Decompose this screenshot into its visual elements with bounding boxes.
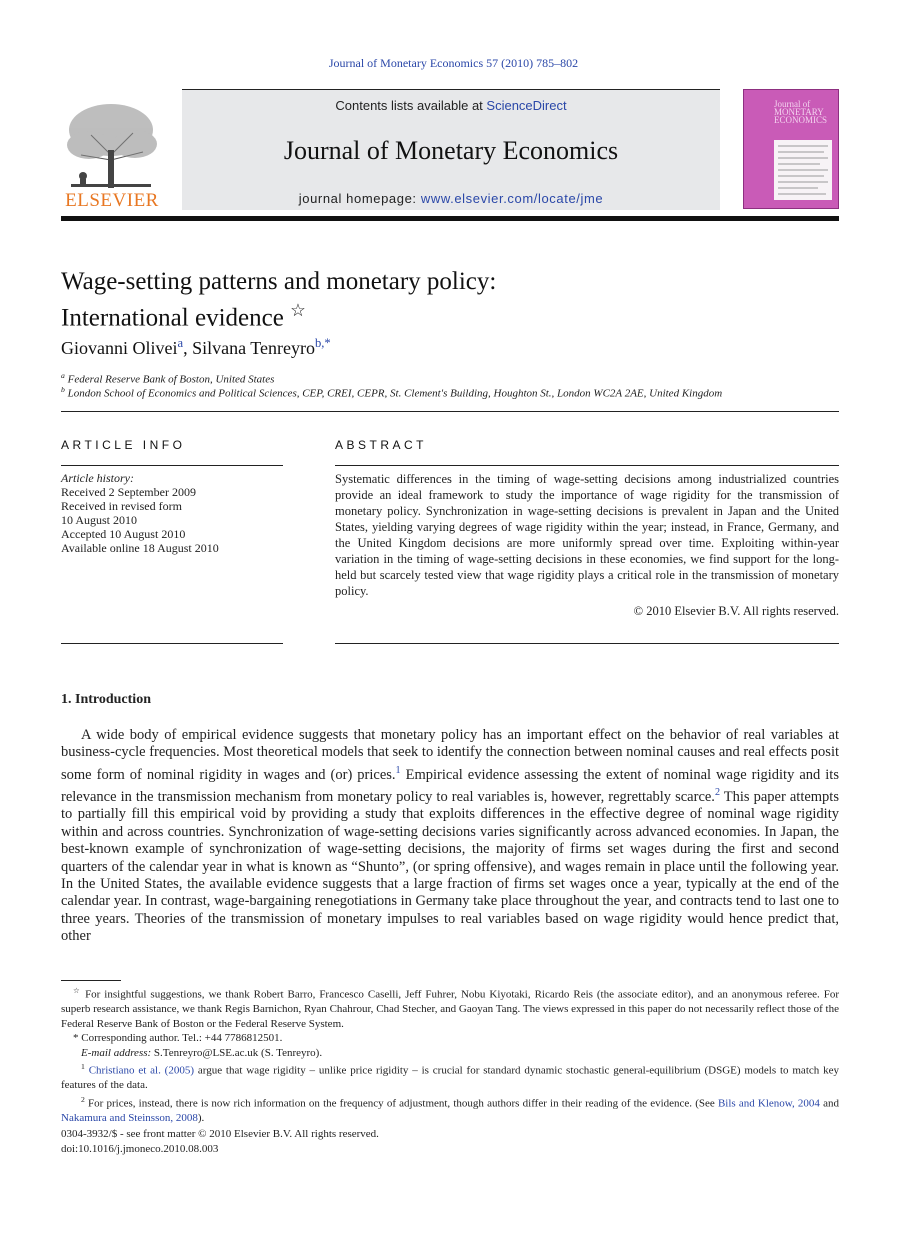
affiliation-link[interactable]: a [177,336,184,350]
homepage-line: journal homepage: www.elsevier.com/locate/jme [298,191,604,206]
cover-contents-block [774,140,832,200]
history-line: Available online 18 August 2010 [61,541,219,555]
email-note: E-mail address: S.Tenreyro@LSE.ac.uk (S. Tenreyro). [81,1046,323,1059]
reference-link[interactable]: Nakamura and Steinsson, 2008 [61,1111,198,1124]
cover-title: Journal of MONETARY ECONOMICS [774,99,828,125]
author-name: Silvana Tenreyro [192,338,315,358]
abstract-rule [335,465,839,466]
front-matter-notice [61,1127,379,1157]
article-info-bottom-rule [61,643,283,644]
abstract-text: Systematic differences in the timing of wage-setting decisions among industrialized countries provide an ideal framework to study the importance of wage rigidity for the transmission of monetary policy. Synchronization in wage-setting decisions is prevalent in Japan and the United States, yielding varying degrees of wage rigidity within the year; instead, in France, Germany, and the United Kingdom decisions are more uniformly spread over time. Exploiting within-year variation in the timing of wage-setting decisions in these economies, we find support for the long-held but scarcely tested view that wage rigidity plays a critical role in the transmission of monetary policy. [335,472,839,598]
doi-line: doi:10.1016/j.jmoneco.2010.08.003 [61,1143,219,1155]
footnote-1: $^1$ Christiano et al. (2005) argue that wage rigidity – unlike price rigidity – is crucial for standard dynamic stochastic general-equilibrium (DSGE) models to match key features of the data. [61,1062,839,1092]
affiliation-a: $^a$ Federal Reserve Bank of Boston, United States [61,371,275,386]
article-info-heading: ARTICLE INFO [61,438,186,452]
reference-link[interactable]: Bils and Klenow, 2004 [717,1097,820,1110]
footnotes [61,984,839,1125]
journal-citation[interactable]: Journal of Monetary Economics 57 (2010) 785–802 [328,56,579,70]
article-title: Wage-setting patterns and monetary policy: International evidence ☆ [61,268,497,332]
sciencedirect-link[interactable]: ScienceDirect [486,98,567,113]
history-line: Accepted 10 August 2010 [61,527,186,541]
affiliation-link[interactable]: b,* [314,336,331,350]
affiliation-b: $^b$ London School of Economics and Political Sciences, CEP, CREI, CEPR, St. Clement's Building, Houghton St., London WC2A 2AE, United Kingdom [61,385,723,400]
section-heading-introduction: 1. Introduction [61,692,151,707]
journal-masthead [182,89,720,210]
copyright-notice: © 2010 Elsevier B.V. All rights reserved. [633,604,839,618]
footnote-2: $^2$ For prices, instead, there is now rich information on the frequency of adjustment, though authors differ in their reading of the evidence. (See Bils and Klenow, 2004 and Nakamura and Steinsson, 2008). [61,1094,839,1124]
footnote-ref-1[interactable]: 1 [395,764,401,776]
abstract-body [335,471,839,619]
history-line: Received in revised form [61,499,182,513]
author-name: Giovanni Olivei [61,338,178,358]
corresponding-author-note: * Corresponding author. Tel.: +44 7786812501. [73,1032,283,1045]
journal-cover-thumbnail [743,89,839,209]
history-line: 10 August 2010 [61,513,138,527]
homepage-link[interactable]: www.elsevier.com/locate/jme [420,191,604,206]
history-line: Received 2 September 2009 [61,485,196,499]
footnote-separator [61,980,121,981]
abstract-heading: ABSTRACT [335,438,428,452]
author-list: Giovanni Olivei$^a$, Silvana Tenreyro$^{b,*}$ [61,336,331,358]
article-history: Article history: Received 2 September 2009 Received in revised form 10 August 2010 Accepted 10 August 2010 Available online 18 August 2010 [61,471,283,555]
article-info-rule [61,465,283,466]
contents-line: Contents lists available at ScienceDirect [335,98,567,113]
reference-link[interactable]: Christiano et al. (2005) [88,1064,194,1077]
acknowledgement-footnote: ☆ For insightful suggestions, we thank Robert Barro, Francesco Caselli, Jeff Fuhrer, Nobu Kiyotaki, Ricardo Reis (the associate editor), and an anonymous referee. For superb research assistance, we thank Regis Barnichon, Ryan Chahrour, Chad Stecher, and Gaoyan Tang. The views expressed in this paper do not necessarily reflect those of the Federal Reserve Bank of Boston or the Federal Reserve System. [61,986,839,1030]
journal-title: Journal of Monetary Economics [283,136,619,165]
title-footnote-mark: ☆ [290,300,306,320]
abstract-bottom-rule [335,643,839,644]
issn-line: 0304-3932/$ - see front matter © 2010 Elsevier B.V. All rights reserved. [61,1128,379,1140]
introduction-paragraph: A wide body of empirical evidence suggests that monetary policy has an important effect on the behavior of real variables at business-cycle frequencies. Most theoretical models that seek to identify the connection between nominal causes and real effects posit some form of nominal rigidity in wages and (or) prices.$^1$ Empirical evidence assessing the extent of nominal wage rigidity and its relevance in the transmission mechanism from monetary policy to real variables is, however, regrettably scarce.$^2$ This paper attempts to partially fill this empirical void by providing a study that exploits differences in the effective degree of nominal wage rigidity within and across countries. Synchronization of wage-setting decisions varies significantly across advanced economies. In Japan, the best-known example of synchronization of wage-setting decisions, the majority of firms set wages during the first and second quarters of the calendar year in what is known as “Shunto”, (or spring offensive), and wages remain in place until the following year. In the United States, the available evidence suggests that a large fraction of firms set wages once a year, typically at the end of the calendar year. In contrast, wage-bargaining renegotiations in Germany take place throughout the year, and contracts tend to last one to three years. Theories of the transmission of monetary impulses to real variables based on wage rigidity would hence predict that, other [61,727,839,945]
masthead-divider [61,216,839,221]
affiliation-divider [61,411,839,412]
footnote-ref-2[interactable]: 2 [714,787,720,799]
elsevier-wordmark: ELSEVIER [65,190,159,211]
